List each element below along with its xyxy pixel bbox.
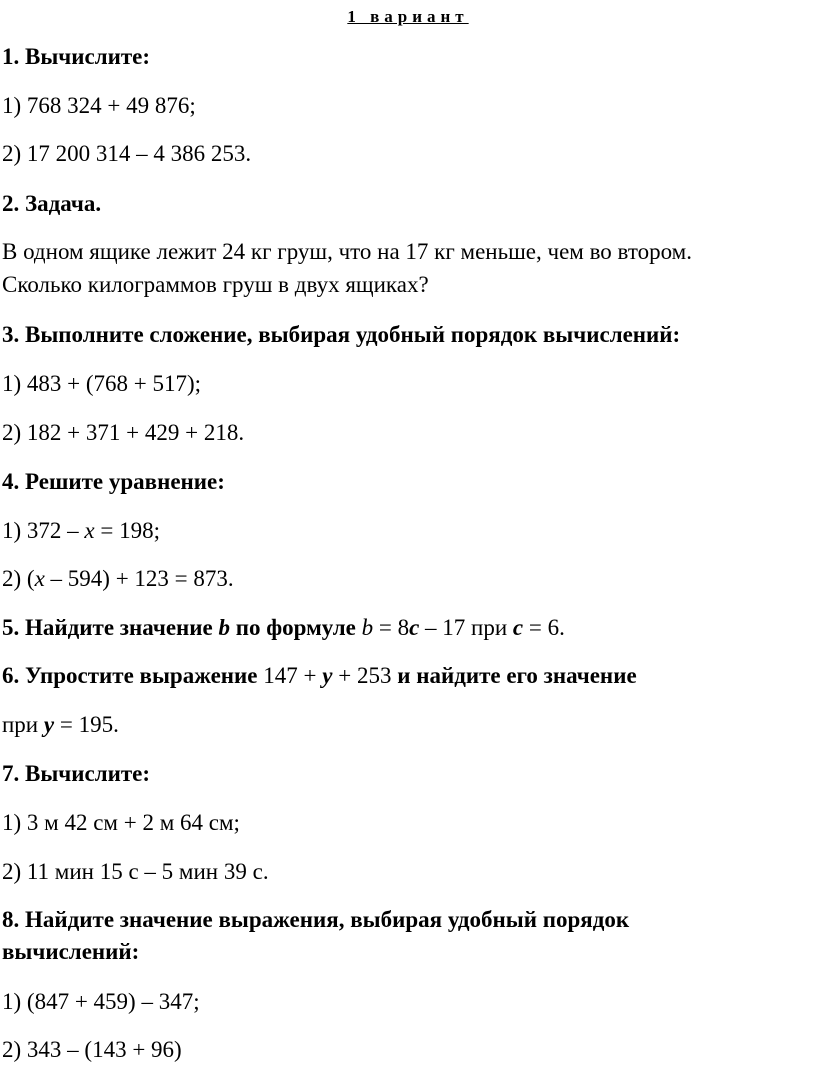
task-7-heading: 7. Вычислите:: [2, 761, 151, 786]
text-fragment: 147 +: [263, 663, 323, 688]
task-5-line: [2, 613, 565, 643]
text-fragment: = 195.: [54, 712, 119, 737]
task-4-item-1: [2, 516, 160, 546]
variable-y: y: [322, 663, 333, 688]
text-fragment: при: [2, 712, 44, 737]
text-fragment: = 6.: [523, 615, 565, 640]
variable-c: c: [409, 615, 420, 640]
task-6-heading: 6. Упростите выражение: [2, 663, 264, 688]
task-8-heading-line-2: вычислений:: [2, 939, 140, 964]
task-2-heading: 2. Задача.: [2, 191, 102, 216]
task-3-item-2: 2) 182 + 371 + 429 + 218.: [2, 420, 245, 445]
task-7-item-2: 2) 11 мин 15 с – 5 мин 39 с.: [2, 859, 269, 884]
variable-b: b: [218, 615, 231, 640]
variable-c: c: [512, 615, 524, 640]
task-5-heading: 5. Найдите значение: [2, 615, 219, 640]
task-1-heading: 1. Вычислите:: [2, 44, 151, 69]
text-fragment: – 594) + 123 = 873.: [44, 566, 234, 591]
variable-y: y: [43, 712, 55, 737]
text-fragment: – 17 при: [419, 615, 513, 640]
text-fragment: 2) (: [2, 566, 35, 591]
text-fragment: и найдите его значение: [397, 663, 637, 688]
task-2-text-line-2: Сколько килограммов груш в двух ящиках?: [2, 272, 429, 297]
text-fragment: = 8: [373, 615, 410, 640]
variant-title: 1 вариант: [347, 7, 469, 26]
task-1-item-2: 2) 17 200 314 – 4 386 253.: [2, 141, 252, 166]
task-4-heading: 4. Решите уравнение:: [2, 469, 225, 494]
variable-x: х: [34, 566, 45, 591]
task-8-heading-line-1: 8. Найдите значение выражения, выбирая удобный порядок: [2, 907, 630, 932]
text-fragment: по формуле: [230, 615, 362, 640]
text-fragment: 1) 372 –: [2, 518, 85, 543]
task-8-item-1: 1) (847 + 459) – 347;: [2, 989, 200, 1014]
task-3-heading: 3. Выполните сложение, выбирая удобный порядок вычислений:: [2, 322, 681, 347]
text-fragment: = 198;: [94, 518, 161, 543]
task-6-line-1: [2, 661, 637, 691]
variable-x: х: [84, 518, 95, 543]
task-3-item-1: 1) 483 + (768 + 517);: [2, 371, 202, 396]
task-8-item-2: 2) 343 – (143 + 96): [2, 1037, 182, 1062]
task-2-text-line-1: В одном ящике лежит 24 кг груш, что на 17 кг меньше, чем во втором.: [2, 239, 692, 264]
task-7-item-1: 1) 3 м 42 см + 2 м 64 см;: [2, 810, 240, 835]
task-1-item-1: 1) 768 324 + 49 876;: [2, 93, 196, 118]
task-6-line-2: [2, 710, 119, 740]
variable-b: b: [361, 615, 374, 640]
text-fragment: + 253: [332, 663, 398, 688]
task-4-item-2: [2, 564, 234, 594]
